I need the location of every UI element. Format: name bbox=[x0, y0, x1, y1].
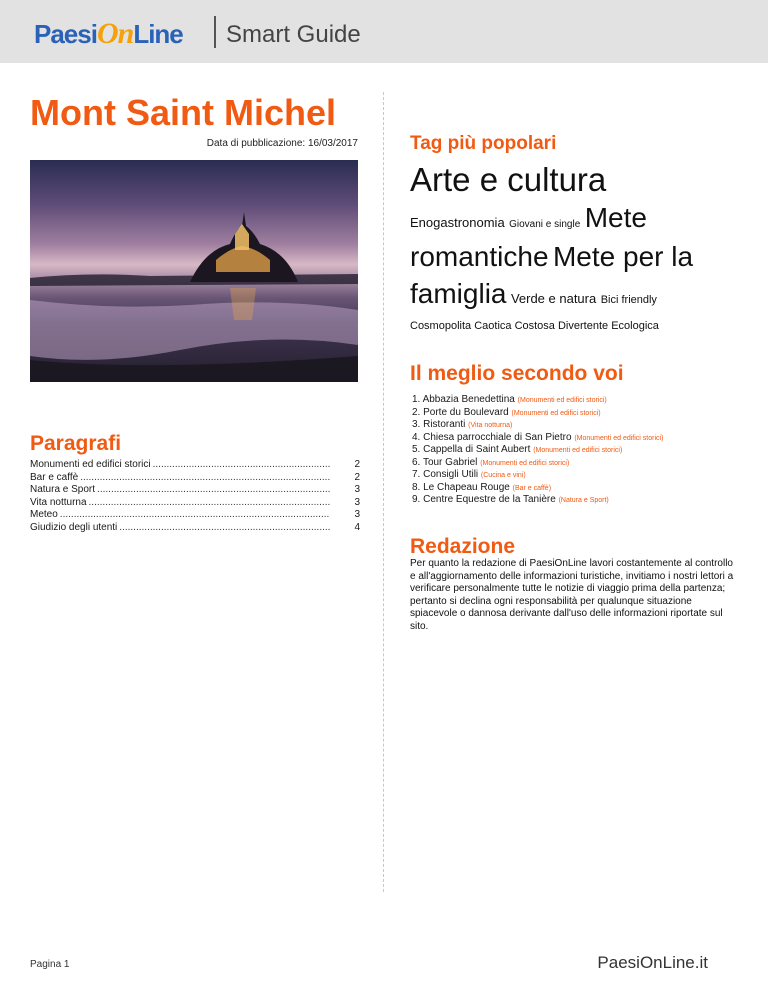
footer-page-number: Pagina 1 bbox=[30, 959, 70, 970]
tag-cloud bbox=[410, 160, 730, 334]
item-name: 8. Le Chapeau Rouge bbox=[412, 481, 510, 493]
toc-item[interactable] bbox=[30, 509, 360, 522]
paragrafi-heading: Paragrafi bbox=[30, 432, 122, 455]
tag-mete-per-la-famiglia[interactable]: Mete per la famiglia bbox=[410, 241, 694, 309]
toc-label: Natura e Sport bbox=[30, 484, 96, 495]
item-name: 9. Centre Equestre de la Tanière bbox=[412, 494, 556, 505]
toc-label: Bar e caffè bbox=[30, 471, 79, 483]
page-header bbox=[0, 0, 768, 63]
column-divider bbox=[383, 92, 384, 892]
list-item[interactable] bbox=[412, 494, 742, 507]
toc-item[interactable] bbox=[30, 472, 360, 485]
toc-label: Giudizio degli utenti bbox=[30, 521, 118, 533]
item-name: 6. Tour Gabriel bbox=[412, 456, 478, 468]
toc-page-number: 3 bbox=[354, 496, 360, 508]
item-category: (Cucina e vini) bbox=[480, 472, 526, 479]
tag-bici-friendly[interactable]: Bici friendly bbox=[600, 294, 657, 306]
toc-leader bbox=[60, 509, 330, 522]
toc-leader bbox=[153, 459, 330, 472]
item-name: 2. Porte du Boulevard bbox=[412, 406, 509, 418]
best-heading: Il meglio secondo voi bbox=[410, 362, 624, 385]
toc-page-number: 2 bbox=[354, 459, 360, 470]
tag-row bbox=[410, 318, 730, 334]
toc-item[interactable] bbox=[30, 497, 360, 510]
tag-costosa[interactable]: Costosa bbox=[514, 320, 555, 332]
redazione-heading: Redazione bbox=[410, 535, 516, 558]
toc-leader bbox=[119, 522, 330, 535]
tag-ecologica[interactable]: Ecologica bbox=[611, 320, 659, 332]
toc-item[interactable] bbox=[30, 484, 360, 497]
toc-page-number: 2 bbox=[354, 471, 360, 483]
toc-leader bbox=[80, 472, 330, 485]
tags-heading: Tag più popolari bbox=[410, 133, 557, 154]
logo-text-paesi: Paesi bbox=[34, 19, 97, 49]
item-category: (Bar e caffè) bbox=[512, 484, 552, 492]
toc-item[interactable] bbox=[30, 459, 360, 472]
tag-enogastronomia[interactable]: Enogastronomia bbox=[410, 215, 505, 230]
tag-cosmopolita[interactable]: Cosmopolita bbox=[410, 320, 472, 332]
item-name: 5. Cappella di Saint Aubert bbox=[412, 444, 531, 455]
toc-leader bbox=[97, 484, 330, 497]
tag-divertente[interactable]: Divertente bbox=[557, 320, 609, 332]
logo-text-line: Line bbox=[133, 19, 183, 49]
toc-page-number: 4 bbox=[354, 521, 360, 533]
tag-caotica[interactable]: Caotica bbox=[474, 320, 512, 332]
list-item[interactable] bbox=[412, 482, 742, 495]
item-name: 7. Consigli Utili bbox=[412, 469, 479, 480]
tag-arte-e-cultura[interactable]: Arte e cultura bbox=[410, 161, 607, 198]
table-of-contents bbox=[30, 459, 360, 534]
toc-label: Monumenti ed edifici storici bbox=[30, 459, 151, 470]
toc-page-number: 3 bbox=[354, 509, 360, 520]
tag-giovani-e-single[interactable]: Giovani e single bbox=[509, 219, 581, 230]
publication-date: Data di pubblicazione: 16/03/2017 bbox=[206, 138, 358, 149]
list-item[interactable] bbox=[412, 444, 742, 457]
smart-guide-label: Smart Guide bbox=[226, 21, 361, 48]
item-category: (Monumenti ed edifici storici) bbox=[517, 397, 607, 404]
logo-separator bbox=[214, 16, 216, 48]
list-item[interactable] bbox=[412, 419, 742, 432]
item-category: (Vita notturna) bbox=[468, 422, 513, 429]
item-name: 1. Abbazia Benedettina bbox=[412, 394, 515, 405]
page-title: Mont Saint Michel bbox=[30, 92, 336, 133]
list-item[interactable] bbox=[412, 394, 742, 407]
toc-leader bbox=[89, 497, 330, 510]
list-item[interactable] bbox=[412, 457, 742, 470]
item-category: (Natura e Sport) bbox=[558, 497, 609, 504]
list-item[interactable] bbox=[412, 407, 742, 420]
logo-text-on: On bbox=[96, 17, 134, 50]
item-category: (Monumenti ed edifici storici) bbox=[480, 459, 570, 467]
item-name: 3. Ristoranti bbox=[412, 419, 466, 430]
list-item[interactable] bbox=[412, 432, 742, 445]
item-category: (Monumenti ed edifici storici) bbox=[511, 409, 601, 417]
tag-row bbox=[410, 202, 730, 316]
toc-page-number: 3 bbox=[354, 484, 360, 495]
mont-saint-michel-photo bbox=[30, 160, 358, 382]
toc-label: Vita notturna bbox=[30, 496, 87, 508]
list-item[interactable] bbox=[412, 469, 742, 482]
item-category: (Monumenti ed edifici storici) bbox=[533, 447, 623, 454]
paesionline-logo[interactable] bbox=[34, 16, 183, 52]
item-category: (Monumenti ed edifici storici) bbox=[574, 434, 664, 442]
tag-mete-romantiche[interactable]: Mete romantiche bbox=[410, 202, 647, 272]
toc-item[interactable] bbox=[30, 522, 360, 535]
redazione-text: Per quanto la redazione di PaesiOnLine lavori costantemente al controllo e all'aggiornamento delle informazioni turistiche, invitiamo i nostri lettori a verificare personalmente tutte le notizie di viaggio prima della partenza; pertanto si declina ogni responsabilità per qualunque situazione spiacevole o dannosa derivante dall'uso delle informazioni riportate sul sito. bbox=[410, 558, 734, 632]
footer-site-link[interactable]: PaesiOnLine.it bbox=[597, 953, 708, 972]
toc-label: Meteo bbox=[30, 509, 58, 520]
item-name: 4. Chiesa parrocchiale di San Pietro bbox=[412, 431, 572, 443]
best-list bbox=[412, 394, 742, 507]
tag-verde-e-natura[interactable]: Verde e natura bbox=[510, 291, 597, 306]
